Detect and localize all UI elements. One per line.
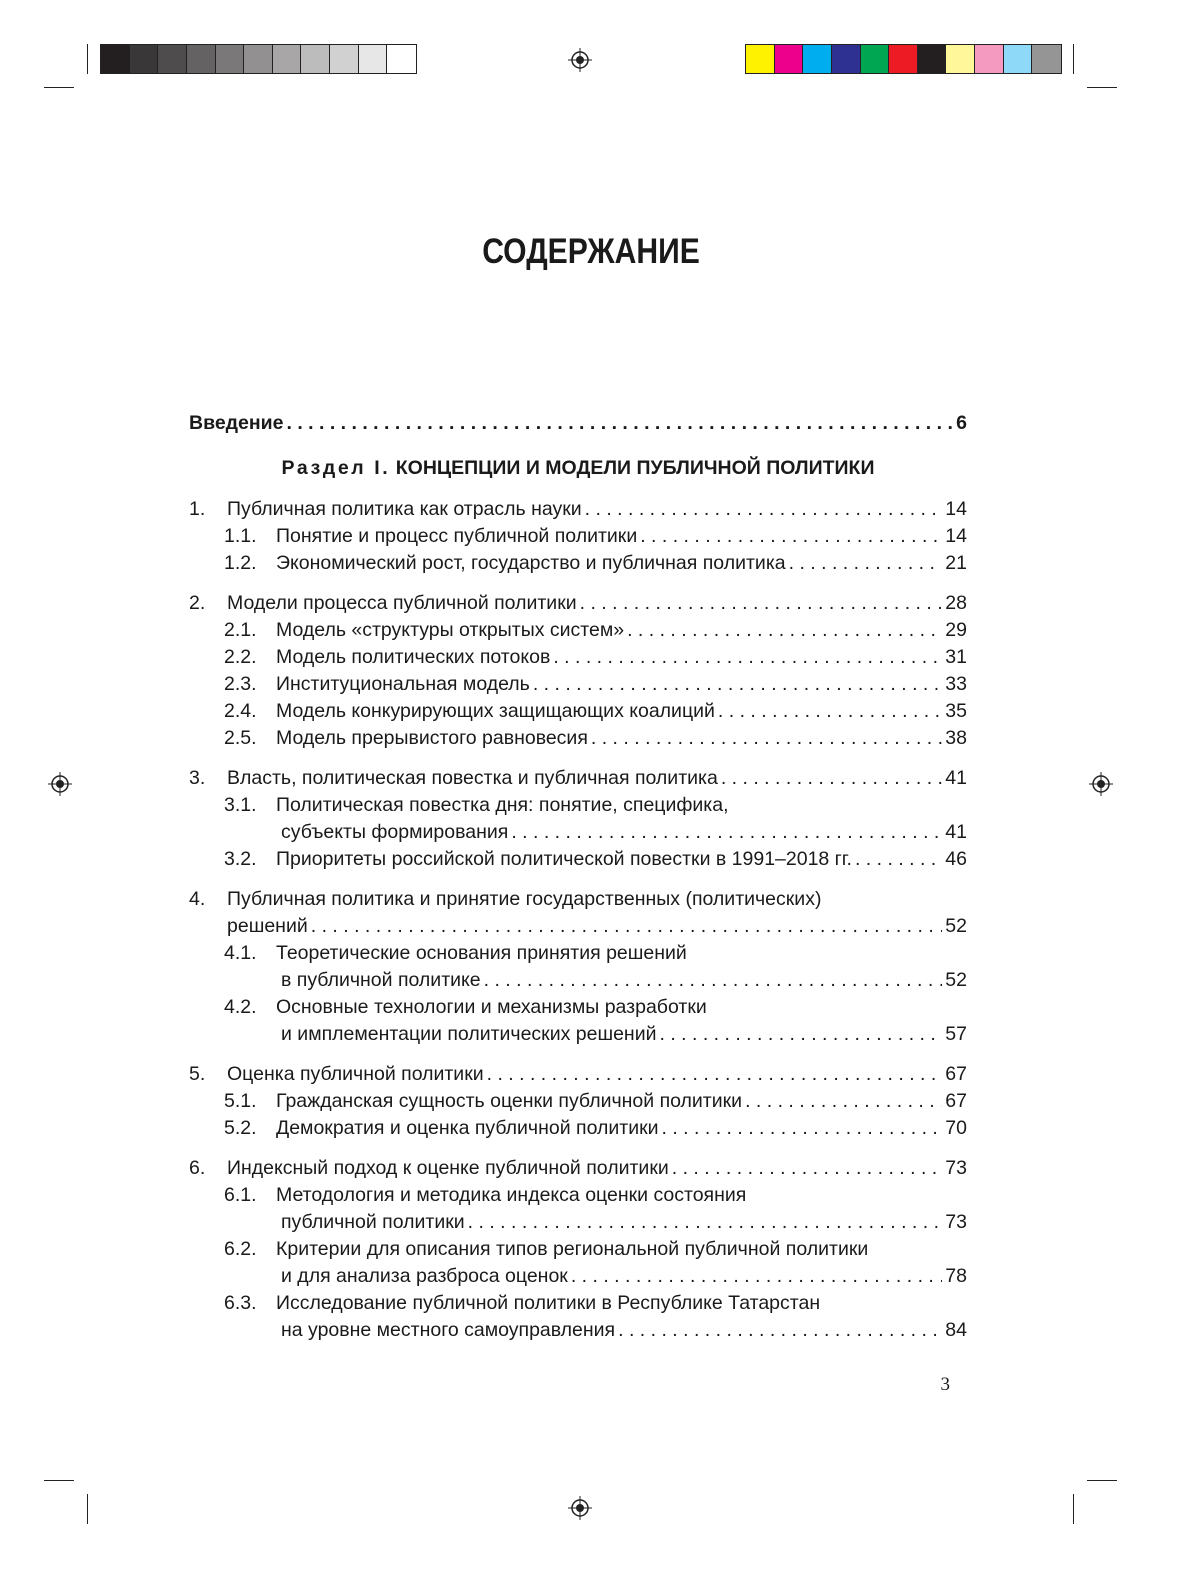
toc-page: 31: [945, 646, 967, 668]
registration-mark-icon: [1089, 772, 1113, 796]
toc-page: 84: [945, 1319, 967, 1341]
toc-intro[interactable]: [189, 410, 967, 437]
page-number: 3: [940, 1374, 950, 1395]
toc-title: на уровне местного самоуправления: [281, 1319, 616, 1341]
toc-subsection[interactable]: [189, 725, 967, 752]
leader-dots: [533, 671, 942, 698]
toc-intro-label: Введение: [189, 412, 284, 434]
toc-title: Приоритеты российской политической повестки в 1991–2018 гг.: [276, 848, 852, 870]
leader-dots: [311, 913, 943, 940]
leader-dots: [718, 698, 942, 725]
toc-subsection[interactable]: [189, 1236, 967, 1263]
toc-title: и имплементации политических решений: [281, 1023, 657, 1045]
toc-number: 6.1.: [224, 1184, 257, 1206]
toc-page: 46: [945, 848, 967, 870]
leader-dots: [580, 590, 943, 617]
toc-number: 3.: [189, 767, 206, 789]
color-swatch: [803, 45, 832, 73]
toc-title: Власть, политическая повестка и публичная политика: [227, 767, 718, 789]
toc-page: 35: [945, 700, 967, 722]
toc-subsection-continued[interactable]: [189, 967, 967, 994]
leader-dots: [721, 765, 942, 792]
section-heading: [189, 454, 967, 482]
toc-page: 57: [945, 1023, 967, 1045]
toc-number: 6.2.: [224, 1238, 257, 1260]
color-swatch: [130, 45, 159, 73]
color-swatch: [889, 45, 918, 73]
toc-page: 73: [945, 1211, 967, 1233]
toc-number: 2.4.: [224, 700, 257, 722]
crop-mark: [1073, 44, 1074, 74]
table-of-contents: [189, 410, 967, 1344]
toc-number: 1.: [189, 498, 206, 520]
grayscale-color-bar: [100, 44, 417, 74]
leader-dots: [662, 1115, 943, 1142]
toc-number: 4.1.: [224, 942, 257, 964]
toc-title: Оценка публичной политики: [227, 1063, 484, 1085]
toc-subsection[interactable]: [189, 644, 967, 671]
color-swatch: [918, 45, 947, 73]
color-swatch: [1004, 45, 1033, 73]
toc-number: 3.1.: [224, 794, 257, 816]
toc-title: Индексный подход к оценке публичной политики: [227, 1157, 669, 1179]
crop-mark: [1087, 1480, 1117, 1481]
toc-title: Модель прерывистого равновесия: [276, 727, 588, 749]
color-swatch: [158, 45, 187, 73]
leader-dots: [660, 1021, 943, 1048]
crop-mark: [87, 1494, 88, 1524]
color-swatch: [301, 45, 330, 73]
toc-page: 21: [945, 552, 967, 574]
toc-page: 33: [945, 673, 967, 695]
toc-chapter[interactable]: [189, 496, 967, 523]
toc-title: публичной политики: [281, 1211, 465, 1233]
toc-page: 14: [945, 525, 967, 547]
toc-subsection-continued[interactable]: [189, 1209, 967, 1236]
leader-dots: [745, 1088, 942, 1115]
toc-number: 2.3.: [224, 673, 257, 695]
process-color-bar: [745, 44, 1062, 74]
toc-page: 38: [945, 727, 967, 749]
section-prefix: Раздел I.: [281, 457, 391, 479]
toc-title: Демократия и оценка публичной политики: [276, 1117, 659, 1139]
toc-number: 4.2.: [224, 996, 257, 1018]
chapter-list: [189, 496, 967, 1344]
toc-number: 6.3.: [224, 1292, 257, 1314]
toc-title: Публичная политика как отрасль науки: [227, 498, 582, 520]
toc-number: 3.2.: [224, 848, 257, 870]
toc-page: 41: [945, 821, 967, 843]
toc-subsection[interactable]: [189, 1115, 967, 1142]
leader-dots: [627, 617, 942, 644]
toc-chapter[interactable]: [189, 1155, 967, 1182]
leader-dots: [585, 496, 943, 523]
leader-dots: [571, 1263, 942, 1290]
leader-dots: [484, 967, 943, 994]
toc-title: и для анализа разброса оценок: [281, 1265, 568, 1287]
toc-intro-page: 6: [956, 412, 967, 434]
toc-subsection[interactable]: [189, 523, 967, 550]
toc-title: Политическая повестка дня: понятие, специфика,: [276, 794, 729, 816]
toc-number: 2.5.: [224, 727, 257, 749]
section-title: КОНЦЕПЦИИ И МОДЕЛИ ПУБЛИЧНОЙ ПОЛИТИКИ: [395, 457, 875, 479]
color-swatch: [775, 45, 804, 73]
toc-title: субъекты формирования: [281, 821, 509, 843]
toc-subsection[interactable]: [189, 617, 967, 644]
toc-chapter[interactable]: [189, 1061, 967, 1088]
leader-dots: [618, 1317, 942, 1344]
toc-number: 1.1.: [224, 525, 257, 547]
toc-page: 67: [945, 1090, 967, 1112]
toc-subsection-continued[interactable]: [189, 1317, 967, 1344]
color-swatch: [187, 45, 216, 73]
toc-title: Критерии для описания типов региональной публичной политики: [276, 1238, 869, 1260]
toc-number: 1.2.: [224, 552, 257, 574]
toc-subsection[interactable]: [189, 698, 967, 725]
toc-page: 52: [945, 915, 967, 937]
color-swatch: [216, 45, 245, 73]
toc-subsection-continued[interactable]: [189, 1021, 967, 1048]
leader-dots: [789, 550, 943, 577]
toc-title: Институциональная модель: [276, 673, 530, 695]
leader-dots: [287, 410, 954, 437]
toc-title: Исследование публичной политики в Республике Татарстан: [276, 1292, 821, 1314]
toc-page: 28: [945, 592, 967, 614]
leader-dots: [553, 644, 942, 671]
toc-title: Модель конкурирующих защищающих коалиций: [276, 700, 715, 722]
crop-mark: [1087, 87, 1117, 88]
toc-title: Модели процесса публичной политики: [227, 592, 577, 614]
toc-chapter-continued[interactable]: [189, 913, 967, 940]
toc-title: Гражданская сущность оценки публичной политики: [276, 1090, 743, 1112]
toc-subsection[interactable]: [189, 940, 967, 967]
leader-dots: [591, 725, 942, 752]
toc-page: 67: [945, 1063, 967, 1085]
crop-mark: [44, 1480, 74, 1481]
toc-number: 2.: [189, 592, 206, 614]
toc-subsection[interactable]: [189, 671, 967, 698]
toc-title: в публичной политике: [281, 969, 481, 991]
leader-dots: [487, 1061, 943, 1088]
toc-subsection[interactable]: [189, 792, 967, 819]
color-swatch: [1032, 45, 1061, 73]
toc-title: решений: [227, 915, 308, 937]
toc-page: 41: [945, 767, 967, 789]
registration-mark-icon: [48, 772, 72, 796]
leader-dots: [672, 1155, 943, 1182]
toc-page: 29: [945, 619, 967, 641]
toc-subsection[interactable]: [189, 1182, 967, 1209]
leader-dots: [640, 523, 942, 550]
toc-number: 6.: [189, 1157, 206, 1179]
crop-mark: [1073, 1494, 1074, 1524]
toc-title: Теоретические основания принятия решений: [276, 942, 687, 964]
color-swatch: [101, 45, 130, 73]
toc-number: 5.2.: [224, 1117, 257, 1139]
toc-chapter[interactable]: [189, 590, 967, 617]
toc-subsection-continued[interactable]: [189, 1263, 967, 1290]
toc-subsection[interactable]: [189, 846, 967, 873]
toc-title: Модель политических потоков: [276, 646, 551, 668]
toc-title: Основные технологии и механизмы разработки: [276, 996, 707, 1018]
leader-dots: [468, 1209, 943, 1236]
registration-mark-icon: [568, 48, 592, 72]
leader-dots: [855, 846, 942, 873]
toc-number: 2.2.: [224, 646, 257, 668]
color-swatch: [244, 45, 273, 73]
toc-page: 73: [945, 1157, 967, 1179]
toc-chapter[interactable]: [189, 765, 967, 792]
color-swatch: [359, 45, 388, 73]
toc-number: 5.: [189, 1063, 206, 1085]
color-swatch: [273, 45, 302, 73]
toc-page: 78: [945, 1265, 967, 1287]
toc-page: 52: [945, 969, 967, 991]
leader-dots: [511, 819, 942, 846]
color-swatch: [975, 45, 1004, 73]
toc-chapter[interactable]: [189, 886, 967, 913]
toc-subsection-continued[interactable]: [189, 819, 967, 846]
toc-title: Понятие и процесс публичной политики: [276, 525, 638, 547]
toc-number: 4.: [189, 888, 206, 910]
toc-number: 2.1.: [224, 619, 257, 641]
toc-subsection[interactable]: [189, 1290, 967, 1317]
crop-mark: [87, 44, 88, 74]
color-swatch: [946, 45, 975, 73]
toc-number: 5.1.: [224, 1090, 257, 1112]
color-swatch: [746, 45, 775, 73]
toc-title: Публичная политика и принятие государственных (политических): [227, 888, 822, 910]
crop-mark: [44, 87, 74, 88]
page-title: СОДЕРЖАНИЕ: [482, 232, 700, 271]
toc-title: Методология и методика индекса оценки состояния: [276, 1184, 747, 1206]
color-swatch: [330, 45, 359, 73]
color-swatch: [832, 45, 861, 73]
registration-mark-icon: [568, 1496, 592, 1520]
toc-page: 14: [945, 498, 967, 520]
color-swatch: [861, 45, 890, 73]
toc-page: 70: [945, 1117, 967, 1139]
toc-subsection[interactable]: [189, 1088, 967, 1115]
toc-subsection[interactable]: [189, 994, 967, 1021]
toc-title: Экономический рост, государство и публичная политика: [276, 552, 786, 574]
toc-title: Модель «структуры открытых систем»: [276, 619, 625, 641]
color-swatch: [387, 45, 416, 73]
toc-subsection[interactable]: [189, 550, 967, 577]
